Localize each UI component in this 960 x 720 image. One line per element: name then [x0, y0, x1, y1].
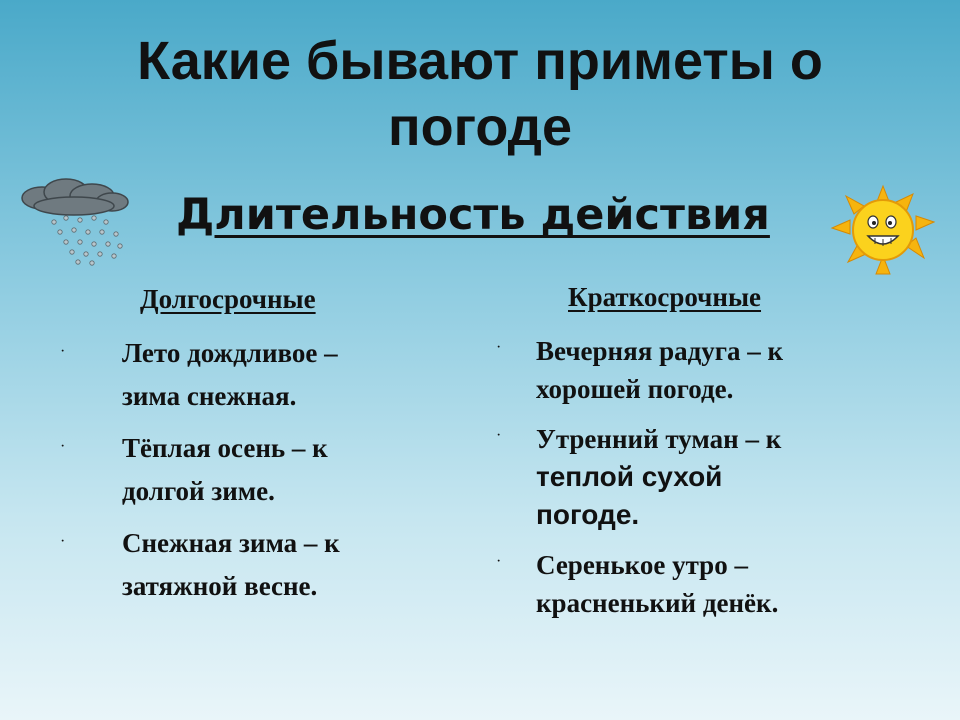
- item-line: красненький денёк.: [536, 588, 779, 618]
- rain-cloud-icon: [20, 176, 132, 271]
- item-line: Утренний туман – к: [536, 424, 782, 454]
- bullet: ·: [60, 533, 66, 550]
- title-line-1: Какие бывают приметы о: [137, 31, 823, 91]
- item-line: Вечерняя радуга – к: [536, 336, 784, 366]
- bullet: ·: [496, 427, 502, 444]
- item-line: затяжной весне.: [122, 571, 318, 601]
- list-item: [0, 420, 916, 534]
- list-item: [0, 546, 916, 622]
- item-line: Снежная зима – к: [122, 528, 340, 558]
- title-line-2: погоде: [388, 97, 572, 157]
- item-line: погоде.: [536, 499, 640, 530]
- long-term-heading: Долгосрочные: [140, 284, 316, 314]
- item-line: Тёплая осень – к: [122, 433, 328, 463]
- short-term-heading: Краткосрочные: [568, 282, 762, 312]
- bullet: ·: [60, 438, 66, 455]
- item-line: хорошей погоде.: [536, 374, 734, 404]
- short-term-list: [0, 332, 916, 634]
- item-line: Лето дождливое –: [122, 338, 338, 368]
- bullet: ·: [496, 553, 502, 570]
- list-item: [0, 332, 916, 408]
- bullet: ·: [496, 339, 502, 356]
- smiling-sun-icon: [828, 184, 938, 281]
- item-line: теплой сухой: [536, 461, 723, 492]
- item-line: зима снежная.: [122, 381, 297, 411]
- bullet: ·: [60, 343, 66, 360]
- slide-title: [0, 28, 960, 160]
- item-line: долгой зиме.: [122, 476, 275, 506]
- subtitle: Длительность действия: [176, 190, 770, 240]
- item-line: Серенькое утро –: [536, 550, 748, 580]
